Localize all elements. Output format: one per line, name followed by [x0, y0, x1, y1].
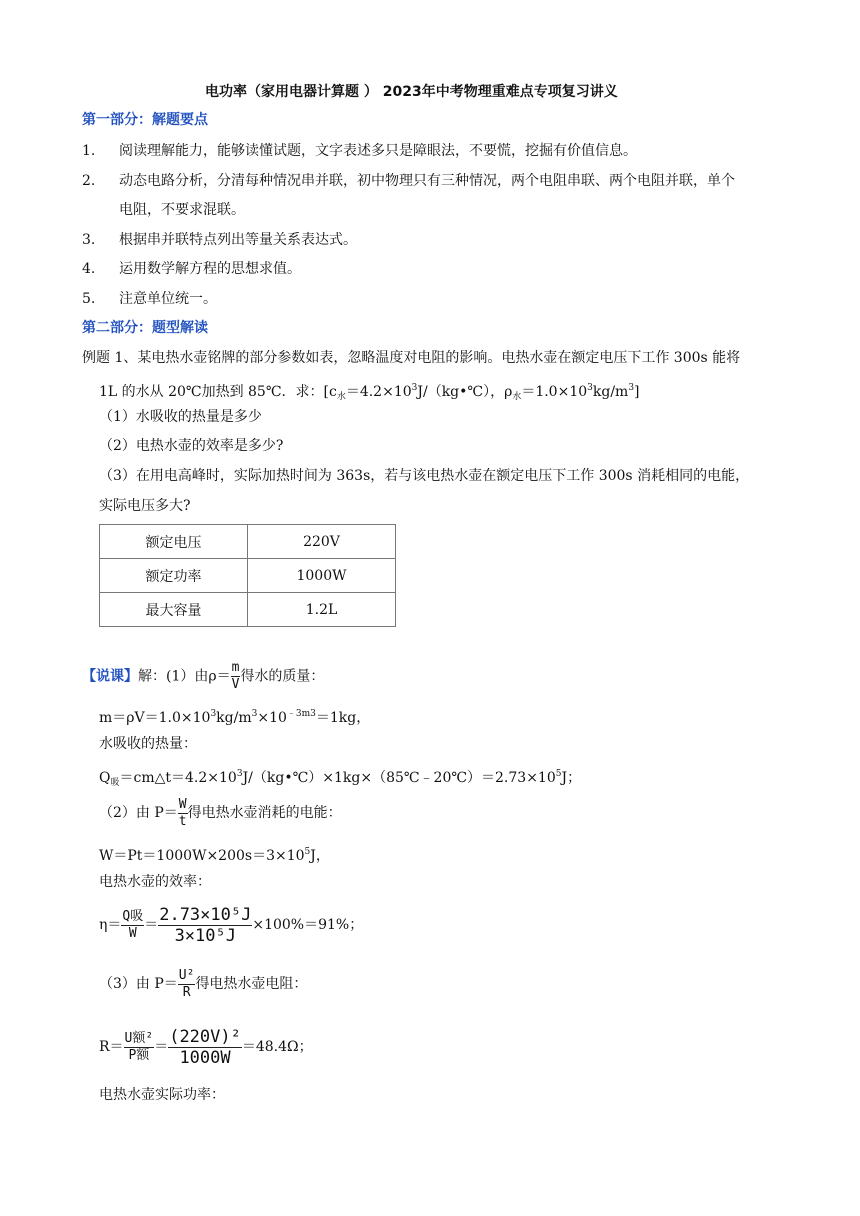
text: ＝cm△t＝4.2×10	[119, 770, 237, 786]
list-item	[82, 171, 735, 191]
text: ＝48.4Ω；	[241, 1039, 313, 1055]
fraction	[178, 968, 196, 1001]
text: ]	[634, 384, 640, 400]
text: 解：(1）由ρ＝	[138, 668, 231, 685]
subscript: 水	[512, 392, 522, 402]
numerator: W	[178, 796, 187, 812]
question-3-continued: 实际电压多大?	[99, 498, 191, 514]
text: ×10	[257, 710, 287, 726]
solution-line-5	[99, 796, 342, 830]
table-row	[100, 593, 396, 627]
superscript: 5	[304, 847, 311, 857]
fraction	[168, 1027, 242, 1068]
text: ＝4.2×10	[345, 384, 412, 400]
solution-line-11: 电热水壶实际功率：	[99, 1087, 225, 1103]
solution-line-4	[99, 764, 581, 793]
page-title: 电功率（家用电器计算题 ） 2023年中考物理重难点专项复习讲义	[205, 84, 618, 100]
superscript: 5	[555, 769, 562, 779]
text: kg/m	[216, 710, 252, 726]
list-text: 动态电路分析，分清每种情况串并联，初中物理只有三种情况，两个电阻串联、两个电阻并联，单个	[119, 173, 735, 189]
list-text: 注意单位统一。	[119, 291, 217, 307]
text: ×100%＝91%；	[252, 917, 364, 933]
list-item	[82, 259, 301, 279]
text: W＝Pt＝1000W×200s＝3×10	[99, 848, 305, 864]
text: J；	[561, 770, 582, 786]
text: m＝ρV＝1.0×10	[99, 710, 211, 726]
text: 得水的质量：	[240, 668, 325, 685]
subscript: 水	[336, 392, 346, 402]
part2-heading: 第二部分：题型解读	[82, 320, 208, 336]
solution-tag: 【说课】	[82, 668, 138, 685]
example-line-2	[99, 378, 640, 407]
numerator: Q吸	[122, 908, 144, 924]
list-item	[82, 230, 357, 250]
text: J/（kg•℃），ρ	[417, 384, 513, 400]
question-2: （2）电热水壶的效率是多少?	[99, 438, 284, 454]
table-cell-label: 额定电压	[100, 525, 248, 559]
text: 得电热水壶消耗的电能：	[187, 805, 342, 821]
text: 得电热水壶电阻：	[195, 976, 308, 992]
example-line-1: 例题 1、某电热水壶铭牌的部分参数如表，忽略温度对电阻的影响。电热水壶在额定电压下工作 300s 能将	[82, 350, 741, 366]
solution-line-2	[99, 704, 370, 728]
solution-line-10	[99, 1024, 313, 1070]
text: η＝	[99, 917, 122, 933]
list-item-continued	[119, 200, 245, 220]
fraction	[231, 660, 241, 693]
text: ＝	[154, 1039, 169, 1055]
denominator: V	[231, 677, 240, 692]
text: J，	[310, 848, 330, 864]
table-cell-value: 1.2L	[248, 593, 396, 627]
text: kg/m	[592, 384, 629, 400]
text: Q	[99, 770, 111, 786]
text: 1L 的水从 20℃加热到 85℃．求：[c	[99, 384, 337, 400]
numerator: m	[231, 660, 240, 675]
list-number: 5.	[82, 291, 96, 307]
text: （2）由 P＝	[99, 805, 178, 821]
list-text: 运用数学解方程的思想求值。	[119, 261, 301, 277]
table-row	[100, 525, 396, 559]
text: ＝1kg，	[315, 710, 371, 726]
superscript: 3	[587, 383, 593, 393]
fraction	[158, 905, 252, 946]
solution-line-1	[82, 660, 324, 693]
list-item	[82, 141, 637, 161]
superscript: 3	[210, 709, 217, 719]
superscript: ﹣3m3	[286, 709, 316, 719]
text: ＝	[144, 917, 159, 933]
fraction	[124, 1031, 155, 1064]
solution-line-7: 电热水壶的效率：	[99, 874, 211, 890]
solution-line-8	[99, 903, 363, 947]
numerator: (220V)²	[169, 1026, 241, 1047]
list-text: 阅读理解能力，能够读懂试题，文字表述多只是障眼法，不要慌，挖掘有价值信息。	[119, 143, 637, 159]
text: R＝	[99, 1039, 124, 1055]
denominator: t	[178, 813, 187, 829]
superscript: 3	[628, 383, 635, 393]
list-number: 4.	[82, 261, 96, 277]
specs-table	[99, 524, 396, 627]
list-item	[82, 289, 217, 309]
denominator: P额	[128, 1047, 150, 1063]
denominator: W	[128, 925, 137, 941]
subscript: 吸	[110, 778, 120, 788]
text: ＝1.0×10	[521, 384, 588, 400]
numerator: 2.73×10⁵J	[159, 904, 252, 925]
list-text: 电阻，不要求混联。	[119, 202, 245, 218]
question-3: （3）在用电高峰时，实际加热时间为 363s，若与该电热水壶在额定电压下工作 300s 消耗相同的电能，	[99, 468, 750, 484]
solution-line-9	[99, 964, 307, 1004]
text: J/（kg•℃）×1kg×（85℃﹣20℃）＝2.73×10	[242, 770, 556, 786]
fraction	[178, 797, 188, 830]
denominator: 3×10⁵J	[174, 925, 236, 946]
numerator: U²	[178, 967, 195, 983]
table-row	[100, 559, 396, 593]
solution-line-3: 水吸收的热量：	[99, 736, 197, 752]
superscript: 3	[236, 769, 243, 779]
part1-heading: 第一部分：解题要点	[82, 112, 208, 128]
table-cell-value: 220V	[248, 525, 396, 559]
numerator: U额²	[124, 1030, 154, 1046]
list-number: 1.	[82, 143, 96, 159]
text: （3）由 P＝	[99, 976, 178, 992]
question-1: （1）水吸收的热量是多少	[99, 409, 262, 425]
table-cell-value: 1000W	[248, 559, 396, 593]
list-number: 2.	[82, 173, 96, 189]
denominator: R	[182, 984, 191, 1000]
table-cell-label: 最大容量	[100, 593, 248, 627]
solution-line-6	[99, 842, 330, 866]
list-text: 根据串并联特点列出等量关系表达式。	[119, 232, 357, 248]
fraction	[121, 909, 144, 942]
superscript: 3	[411, 383, 418, 393]
superscript: 3	[251, 709, 258, 719]
denominator: 1000W	[179, 1047, 231, 1068]
list-number: 3.	[82, 232, 96, 248]
table-cell-label: 额定功率	[100, 559, 248, 593]
